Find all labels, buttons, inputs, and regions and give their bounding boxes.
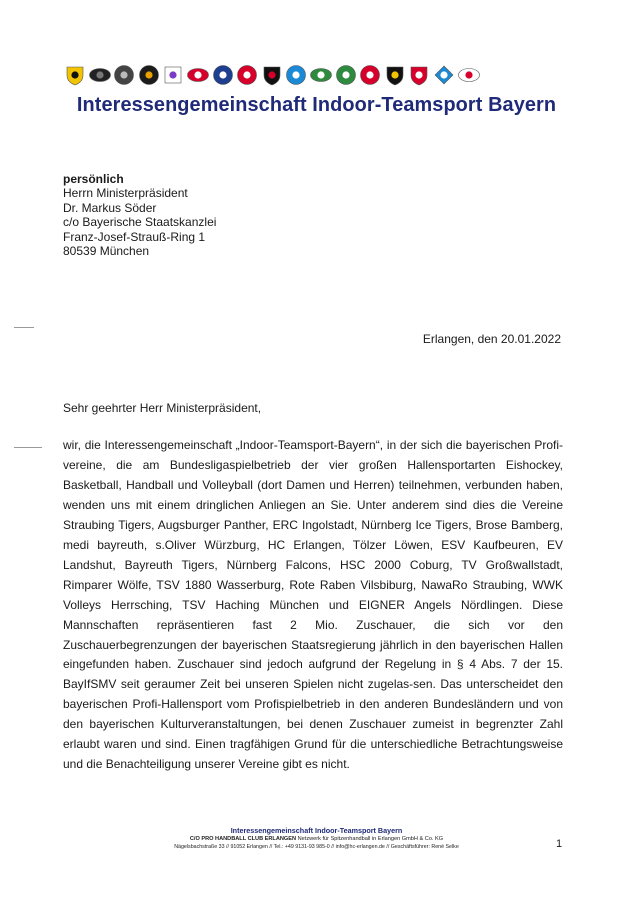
erc-logo [433,64,455,86]
nuernberg-falcons-logo [212,64,234,86]
augsburger-panther-logo [89,64,111,86]
toelzer-loewen-logo [310,64,332,86]
erc-ingolstadt-logo [285,64,307,86]
fold-mark-middle [14,447,42,448]
recipient-street: Franz-Josef-Strauß-Ring 1 [63,229,206,244]
recipient-name: Dr. Markus Söder [63,200,157,215]
letterhead-title: Interessengemeinschaft Indoor-Teamsport Bayern [76,93,557,116]
letter-body: wir, die Interessengemeinschaft „Indoor-Teamsport-Bayern“, in der sich die bayerischen Profi-vereine, die am Bundesligaspielbetrieb der vier großen Hallensportarten Eishockey, Basketball, Handball und Volleyball (dort Damen und Herren) teilnehmen, verbunden haben, wenden uns mit einem dringlichen Anliegen an Sie. Unter anderem sind dies die Vereine Straubing Tigers, Augsburger Panther, ERC Ingolstadt, Nürnberg Ice Tigers, Brose Bamberg, medi bayreuth, s.Oliver Würzburg, HC Erlangen, Tölzer Löwen, ESV Kaufbeuren, EV Landshut, Bayreuth Tigers, Nürnberg Falcons, HSC 2000 Coburg, TV Großwallstadt, Rimparer Wölfe, TSV 1880 Wasserburg, Rote Raben Vilsbiburg, NawaRo Straubing, WWK Volleys Herrsching, TSV Haching München und EIGNER Angels Nördlingen. Diese Mannschaften repräsentieren fast 2 Mio. Zuschauer, die sich vor den Zuschauerbegrenzungen der bayerischen Staatsregierung jährlich in den bayerischen Hallen eingefunden haben. Zuschauer sind jedoch aufgrund der Regelung in § 4 Abs. 7 der 15. BayIfSMV seit geraumer Zeit bei unseren Spielen nicht zugelas-sen. Das unterscheidet den bayerischen Profi-Hallensport vom Profispielbetrieb in den anderen Bundesländern und von den bayerischen Kulturveranstaltungen, bei denen Zuschauer zumeist in begrenzter Zahl erlaubt waren und sind. Einen tragfähigen Grund für die unterschiedliche Betrachtungsweise und die Benachteiligung unserer Vereine gibt es nicht. [63,438,563,772]
eisbaeren-logo [408,64,430,86]
footer-contact: Nägelsbachstraße 33 // 91052 Erlangen // Tel.: +49 9131-93 985-0 // info@hc-erlangen.de // Geschäftsführer: René Selke [174,844,459,850]
ev-landshut-logo [236,64,258,86]
nuernberg-ice-tigers-logo [113,64,135,86]
recipient-care-of: c/o Bayerische Staatskanzlei [63,215,217,230]
rimparer-woelfe-logo [458,64,480,86]
page-number: 1 [556,838,563,850]
club-logo-row [58,64,580,90]
straubing-tigers-logo [384,64,406,86]
letter-date: Erlangen, den 20.01.2022 [422,332,561,346]
tsv-grosswallstadt-logo [335,64,357,86]
footer-organization: Interessengemeinschaft Indoor-Teamsport Bayern [230,826,403,835]
footer-care-of-name: C/O PRO HANDBALL CLUB ERLANGEN [189,836,297,842]
footer-care-of [0,835,633,843]
hc-erlangen-logo [64,64,86,86]
esv-kaufbeuren-logo [261,64,283,86]
wwk-volleys-logo [359,64,381,86]
recipient-address [63,172,216,258]
recipient-title: Herrn Ministerpräsident [63,186,188,201]
recipient-city: 80539 München [63,244,150,259]
hsc-coburg-logo [138,64,160,86]
fold-mark-top [14,327,34,328]
letter-footer [0,826,633,851]
footer-care-of-company: Netzwerk für Spitzenhandball in Erlangen GmbH & Co. KG [296,836,444,842]
salutation: Sehr geehrter Herr Ministerpräsident, [63,401,262,415]
recipient-personal-note: persönlich [63,172,124,186]
rote-raben-logo [187,64,209,86]
medi-bayreuth-logo [162,64,184,86]
